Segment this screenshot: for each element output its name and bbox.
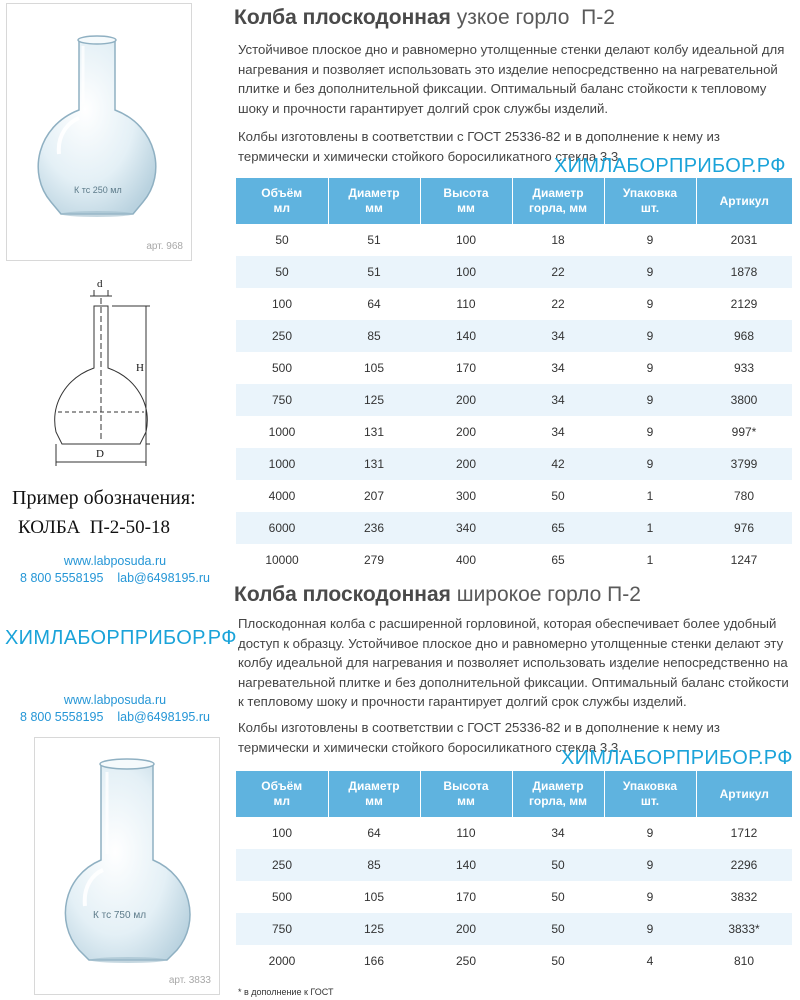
title-bold: Колба плоскодонная <box>234 6 451 29</box>
table-cell: 42 <box>512 448 604 480</box>
brand-watermark-1: ХИМЛАБОРПРИБОР.РФ <box>554 155 786 177</box>
table-cell: 9 <box>646 361 654 375</box>
table-row <box>236 817 792 849</box>
table-cell: 4000 <box>268 489 296 503</box>
table-cell: 131 <box>328 448 420 480</box>
table-cell: 250 <box>455 954 477 968</box>
table-cell: 9 <box>604 849 696 881</box>
column-header-line: горла, мм <box>529 201 587 215</box>
table-cell: 340 <box>420 512 512 544</box>
table-cell: 1 <box>604 512 696 544</box>
table-cell: 9 <box>646 297 654 311</box>
table-cell: 65 <box>551 553 565 567</box>
table-cell: 500 <box>271 890 293 904</box>
table-cell: 300 <box>455 489 477 503</box>
table-cell: 1000 <box>236 448 328 480</box>
table-cell: 9 <box>604 448 696 480</box>
table-cell: 110 <box>456 297 476 311</box>
column-header-line: Диаметр <box>348 779 400 793</box>
table-cell: 34 <box>512 384 604 416</box>
table-cell: 65 <box>512 512 604 544</box>
table-row <box>236 320 792 352</box>
table-cell: 3832 <box>730 890 758 904</box>
product-photo-narrow-neck <box>6 3 192 261</box>
flask-image <box>35 738 221 996</box>
column-header-line: горла, мм <box>529 794 587 808</box>
table-row <box>236 849 792 881</box>
phone[interactable]: 8 800 5558195 <box>20 710 104 724</box>
table-cell: 207 <box>363 489 385 503</box>
table-cell: 997* <box>731 425 757 439</box>
table-cell: 51 <box>328 256 420 288</box>
table-cell: 279 <box>363 553 385 567</box>
spec-table-narrow-neck <box>236 178 792 576</box>
column-header-line: шт. <box>640 794 660 808</box>
table-cell: 170 <box>455 890 477 904</box>
table-cell: 1 <box>646 553 654 567</box>
brand-watermark-2: ХИМЛАБОРПРИБОР.РФ <box>561 747 793 769</box>
table-cell: 64 <box>367 297 381 311</box>
table-cell: 810 <box>733 954 755 968</box>
dimension-H: H <box>136 362 144 374</box>
article-caption: арт. 3833 <box>168 975 211 986</box>
flask-image <box>7 4 193 262</box>
table-cell: 166 <box>363 954 385 968</box>
phone-email <box>0 570 230 587</box>
column-header <box>696 771 792 817</box>
table-header-row <box>236 771 792 817</box>
example-label: Пример обозначения: <box>12 487 196 509</box>
table-cell: 50 <box>512 913 604 945</box>
table-row <box>236 288 792 320</box>
column-header-line: шт. <box>640 201 660 215</box>
table-cell: 22 <box>551 297 565 311</box>
table-header-row <box>236 178 792 224</box>
table-cell: 1712 <box>730 826 758 840</box>
section2-title <box>234 583 641 607</box>
table-cell: 85 <box>328 320 420 352</box>
table-cell: 250 <box>236 320 328 352</box>
table-cell: 100 <box>271 297 293 311</box>
product-photo-wide-neck <box>34 737 220 995</box>
table-row <box>236 256 792 288</box>
title-bold: Колба плоскодонная <box>234 583 451 606</box>
table-cell: 6000 <box>236 512 328 544</box>
table-cell: 200 <box>420 384 512 416</box>
table-cell: 2000 <box>268 954 296 968</box>
table-cell: 9 <box>604 320 696 352</box>
dimension-D: D <box>96 448 104 460</box>
table-row <box>236 913 792 945</box>
table-cell: 1247 <box>730 553 758 567</box>
table-cell: 4 <box>646 954 654 968</box>
table-cell: 236 <box>328 512 420 544</box>
email[interactable]: lab@6498195.ru <box>117 571 210 585</box>
table-cell: 10000 <box>265 553 299 567</box>
table-cell: 200 <box>420 448 512 480</box>
column-header-line: Артикул <box>719 786 769 801</box>
footnote: * в дополнение к ГОСТ <box>238 987 334 997</box>
table-row <box>236 352 792 384</box>
column-header-line: Упаковка <box>622 186 678 200</box>
column-header-line: мм <box>365 201 383 215</box>
dimension-d: d <box>97 278 103 290</box>
table-cell: 3800 <box>696 384 792 416</box>
column-header <box>604 178 696 224</box>
table-cell: 34 <box>512 320 604 352</box>
table-row <box>236 448 792 480</box>
title-light: широкое горло П-2 <box>450 583 641 606</box>
column-header-line: Объём <box>261 779 303 793</box>
table-cell: 22 <box>512 256 604 288</box>
table-cell: 105 <box>363 361 385 375</box>
column-header-line: мм <box>365 794 383 808</box>
table-cell: 51 <box>367 233 381 247</box>
column-header-line: Высота <box>443 779 489 793</box>
table-cell: 105 <box>363 890 385 904</box>
table-cell: 2129 <box>730 297 758 311</box>
section2-paragraph-2: Колбы изготовлены в соответствии с ГОСТ 25336-82 и в дополнение к нему из термически и химически стойкого боросиликатного стекла 3.3. <box>238 720 720 755</box>
column-header <box>604 771 696 817</box>
column-header-line: мм <box>457 201 475 215</box>
table-cell: 400 <box>455 553 477 567</box>
column-header <box>420 771 512 817</box>
spec-table-wide-neck <box>236 771 792 977</box>
table-cell: 750 <box>236 913 328 945</box>
table-cell: 170 <box>455 361 477 375</box>
table-cell: 9 <box>604 256 696 288</box>
table-cell: 50 <box>236 256 328 288</box>
column-header-line: Артикул <box>719 193 769 208</box>
technical-drawing <box>38 278 168 472</box>
table-cell: 250 <box>236 849 328 881</box>
column-header-line: Диаметр <box>532 186 584 200</box>
table-cell: 933 <box>733 361 755 375</box>
table-row <box>236 512 792 544</box>
flask-capacity-label: К тс 750 мл <box>93 910 147 921</box>
section1-title <box>234 6 615 30</box>
table-cell: 500 <box>271 361 293 375</box>
table-cell: 85 <box>328 849 420 881</box>
column-header <box>328 178 420 224</box>
column-header-line: Высота <box>443 186 489 200</box>
table-cell: 50 <box>551 954 565 968</box>
table-cell: 9 <box>646 425 654 439</box>
article-caption: арт. 968 <box>146 241 183 252</box>
title-light: узкое горло П-2 <box>450 6 615 29</box>
table-cell: 9 <box>646 233 654 247</box>
table-cell: 200 <box>455 425 477 439</box>
table-cell: 9 <box>604 913 696 945</box>
table-cell: 968 <box>696 320 792 352</box>
table-row <box>236 945 792 977</box>
site-link[interactable]: www.labposuda.ru <box>63 554 167 568</box>
table-cell: 100 <box>455 233 477 247</box>
column-header-line: Упаковка <box>622 779 678 793</box>
column-header <box>512 178 604 224</box>
column-header-line: мл <box>273 794 290 808</box>
section2-paragraph-1: Плоскодонная колба с расширенной горловиной, которая обеспечивает более удобный доступ к образцу. Устойчивое плоское дно и равномерно утолщенные стенки делают эту колбу идеальной для нагревания и позволяет использовать изделие непосредственно на нагревательной плитке и без дополнительной фиксации. Оптимальный баланс стойкости к тепловому шоку и прочности гарантирует долгий срок службы изделий. <box>238 616 789 709</box>
table-cell: 1000 <box>268 425 296 439</box>
table-cell: 9 <box>646 890 654 904</box>
table-cell: 2296 <box>696 849 792 881</box>
column-header-line: мл <box>273 201 290 215</box>
table-row <box>236 384 792 416</box>
table-cell: 50 <box>512 849 604 881</box>
table-cell: 200 <box>420 913 512 945</box>
table-cell: 9 <box>604 384 696 416</box>
table-cell: 34 <box>551 425 565 439</box>
table-row <box>236 881 792 913</box>
column-header <box>328 771 420 817</box>
table-cell: 125 <box>328 384 420 416</box>
column-header-line: Диаметр <box>348 186 400 200</box>
table-cell: 50 <box>275 233 289 247</box>
table-cell: 3799 <box>696 448 792 480</box>
table-cell: 34 <box>551 826 565 840</box>
table-cell: 2031 <box>730 233 758 247</box>
column-header <box>236 771 328 817</box>
table-cell: 110 <box>456 826 476 840</box>
table-cell: 140 <box>420 849 512 881</box>
table-cell: 1 <box>646 489 654 503</box>
table-cell: 750 <box>236 384 328 416</box>
column-header <box>420 178 512 224</box>
table-cell: 100 <box>420 256 512 288</box>
column-header <box>512 771 604 817</box>
table-cell: 976 <box>696 512 792 544</box>
table-cell: 9 <box>646 826 654 840</box>
table-cell: 780 <box>733 489 755 503</box>
table-row <box>236 544 792 576</box>
email[interactable]: lab@6498195.ru <box>117 710 210 724</box>
table-cell: 3833* <box>696 913 792 945</box>
table-cell: 34 <box>551 361 565 375</box>
table-cell: 125 <box>328 913 420 945</box>
table-row <box>236 416 792 448</box>
table-cell: 131 <box>363 425 385 439</box>
table-cell: 50 <box>551 890 565 904</box>
table-row <box>236 480 792 512</box>
column-header <box>696 178 792 224</box>
table-cell: 140 <box>420 320 512 352</box>
brand-watermark-left: ХИМЛАБОРПРИБОР.РФ <box>5 627 237 649</box>
table-row <box>236 224 792 256</box>
column-header-line: Объём <box>261 186 303 200</box>
table-cell: 1878 <box>696 256 792 288</box>
example-value: КОЛБА П-2-50-18 <box>18 517 170 538</box>
column-header-line: Диаметр <box>532 779 584 793</box>
site-link[interactable]: www.labposuda.ru <box>63 693 167 707</box>
table-cell: 100 <box>271 826 293 840</box>
section1-paragraph-2: Колбы изготовлены в соответствии с ГОСТ 25336-82 и в дополнение к нему из термически и химически стойкого боросиликатного стекла 3.3. <box>238 129 720 164</box>
phone-email <box>0 709 230 726</box>
table-cell: 64 <box>367 826 381 840</box>
table-cell: 18 <box>551 233 565 247</box>
section1-paragraph-1: Устойчивое плоское дно и равномерно утолщенные стенки делают колбу идеальной для нагревания и позволяет использовать это изделие непосредственно на нагревательной плитке и без дополнительной фиксации. Оптимальный баланс стойкости к тепловому шоку и прочности гарантирует долгий срок службы изделий. <box>238 42 785 116</box>
column-header <box>236 178 328 224</box>
flask-capacity-label: К тс 250 мл <box>74 185 122 195</box>
table-cell: 50 <box>551 489 565 503</box>
column-header-line: мм <box>457 794 475 808</box>
contacts-block-2 <box>0 692 230 726</box>
phone[interactable]: 8 800 5558195 <box>20 571 104 585</box>
contacts-block-1 <box>0 553 230 587</box>
